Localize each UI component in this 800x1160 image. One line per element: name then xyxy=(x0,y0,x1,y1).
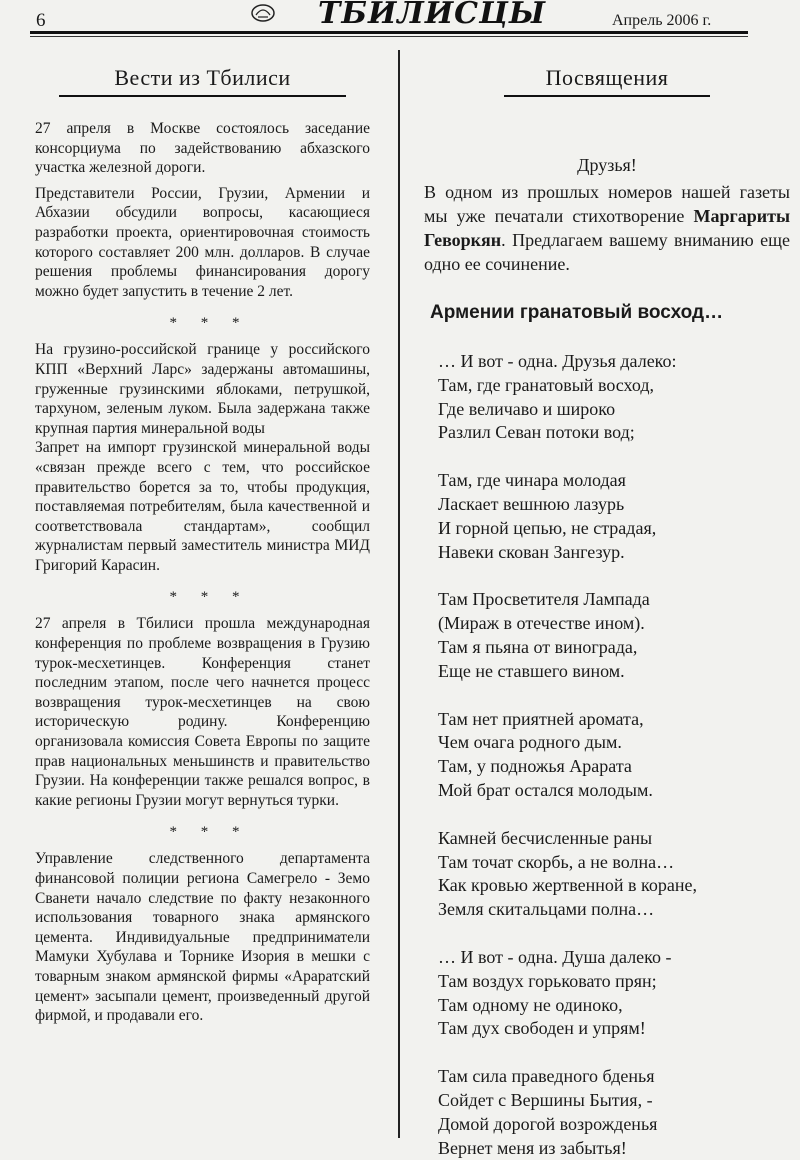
poem-line: Там дух свободен и упрям! xyxy=(438,1018,646,1039)
poem-stanza xyxy=(438,588,790,683)
poem-line: Чем очага родного дым. xyxy=(438,732,622,753)
poem-stanza xyxy=(438,946,790,1041)
title-underline xyxy=(59,95,346,97)
author-name: Маргариты Геворкян xyxy=(424,206,790,250)
left-column xyxy=(35,55,370,1026)
poem-stanza xyxy=(438,469,790,564)
greeting: Друзья! xyxy=(577,155,637,175)
poem-line: Как кровью жертвенной в коране, xyxy=(438,875,697,896)
separator-stars: * * * xyxy=(169,315,250,332)
poem-line: Навеки скован Зангезур. xyxy=(438,541,625,562)
column-divider xyxy=(398,50,400,1138)
poem-line: Еще не ставшего вином. xyxy=(438,660,625,681)
poem-line: Там, у подножья Арарата xyxy=(438,756,632,777)
poem-line: Домой дорогой возрожденья xyxy=(438,1113,658,1134)
poem-title: Армении гранатовый восход… xyxy=(430,302,724,323)
news-paragraph: Представители России, Грузии, Армении и Абхазии обсудили вопросы, касающиеся разработки проекта, ориентировочная стоимость которого составляет 200 млн. долларов. В случае решения проблемы финансирования дорогу можно будет запустить в течение 2 лет. xyxy=(35,184,370,300)
poem-line: Камней бесчисленные раны xyxy=(438,827,653,848)
intro-text: . Предлагаем вашему вниманию еще одно ее сочинение. xyxy=(424,230,790,274)
header-rule xyxy=(30,31,748,34)
poem-line: Там воздух горьковато прян; xyxy=(438,970,657,991)
poem-line: … И вот - одна. Душа далеко - xyxy=(438,946,672,967)
poem-line: Ласкает вешнюю лазурь xyxy=(438,493,625,514)
section-title-news: Вести из Тбилиси xyxy=(114,65,291,90)
poem-line: (Мираж в отечестве ином). xyxy=(438,613,645,634)
news-paragraph: Управление следственного департамента финансовой полиции региона Самегрело - Земо Сванети начало следствие по факту незаконного использования товарного знака армянского цемента. Индивидуальные предприниматели Мамуки Хубулава и Торнике Изория в мешки с товарным знаком армянской фирмы «Араратский цемент» засыпали цемент, произведенный другой фирмой, и продавали его. xyxy=(35,850,370,1025)
poem-line: Где величаво и широко xyxy=(438,398,616,419)
poem-line: Мой брат остался молодым. xyxy=(438,779,653,800)
poem-stanza xyxy=(438,708,790,803)
poem-line: … И вот - одна. Друзья далеко: xyxy=(438,351,677,371)
poem-stanza xyxy=(438,1065,790,1160)
news-paragraph: На грузино-российской границе у российского КПП «Верхний Ларс» задержаны автомашины, груженные грузинскими яблоками, петрушкой, тархуном, зеленым луком. Была задержана также крупная партия минеральной воды xyxy=(35,341,370,437)
poem-line: И горной цепью, не страдая, xyxy=(438,517,657,538)
news-item-railway xyxy=(35,119,370,301)
poem-line: Там нет приятней аромата, xyxy=(438,708,644,729)
news-item-cement xyxy=(35,849,370,1025)
poem-line: Вернет меня из забытья! xyxy=(438,1137,627,1158)
title-underline xyxy=(504,95,710,97)
masthead-logo: ТБИЛИСЦЫ xyxy=(318,0,547,31)
poem-line: Там, где чинара молодая xyxy=(438,470,626,491)
poem-line: Там точат скорбь, а не волна… xyxy=(438,851,675,872)
news-item-border xyxy=(35,340,370,575)
poem-line: Сойдет с Вершины Бытия, - xyxy=(438,1089,653,1110)
news-paragraph: Запрет на импорт грузинской минеральной воды «связан прежде всего с тем, что российское правительство борется за то, чтобы продукция, поставляемая потребителям, была качественной и соответствовала стандартам», сообщил журналистам первый заместитель министра МИД Григорий Карасин. xyxy=(35,439,370,574)
poem-line: Там сила праведного бденья xyxy=(438,1066,655,1087)
news-item-conference xyxy=(35,614,370,810)
page-number: 6 xyxy=(36,10,46,31)
separator-stars: * * * xyxy=(169,824,250,841)
poem-stanza xyxy=(438,350,790,445)
separator-stars: * * * xyxy=(169,589,250,606)
news-paragraph: 27 апреля в Москве состоялось заседание консорциума по задействованию абхазского участка железной дороги. xyxy=(35,120,370,177)
poem-line: Там, где гранатовый восход, xyxy=(438,374,654,395)
page-header xyxy=(0,0,800,42)
issue-date: Апрель 2006 г. xyxy=(612,12,712,29)
news-paragraph: 27 апреля в Тбилиси прошла международная конференция по проблеме возвращения в Грузию турок-месхетинцев. Конференция станет последним этапом, после чего начнется процесс возвращения турок-месхетинцев на свою историческую родину. Конференцию организовала комиссия Совета Европы по защите прав национальных меньшинств и правительство Грузии. На конференции также решался вопрос, в какие регионы Грузии могут вернуться турки. xyxy=(35,615,370,809)
intro-text: В одном из прошлых номеров нашей газеты мы уже печатали стихотворение xyxy=(424,182,790,226)
header-rule-thin xyxy=(30,36,748,37)
poem-line: Там одному не одиноко, xyxy=(438,994,623,1015)
poem-line: Земля скитальцами полна… xyxy=(438,899,655,920)
intro-paragraph xyxy=(424,180,790,276)
poem-line: Разлил Севан потоки вод; xyxy=(438,422,635,443)
section-title-dedications: Посвящения xyxy=(545,65,669,90)
poem xyxy=(424,350,790,1160)
poem-line: Там Просветителя Лампада xyxy=(438,589,650,610)
poem-stanza xyxy=(438,827,790,922)
right-column xyxy=(424,55,790,1160)
poem-line: Там я пьяна от винограда, xyxy=(438,636,638,657)
emblem-icon xyxy=(250,3,276,23)
